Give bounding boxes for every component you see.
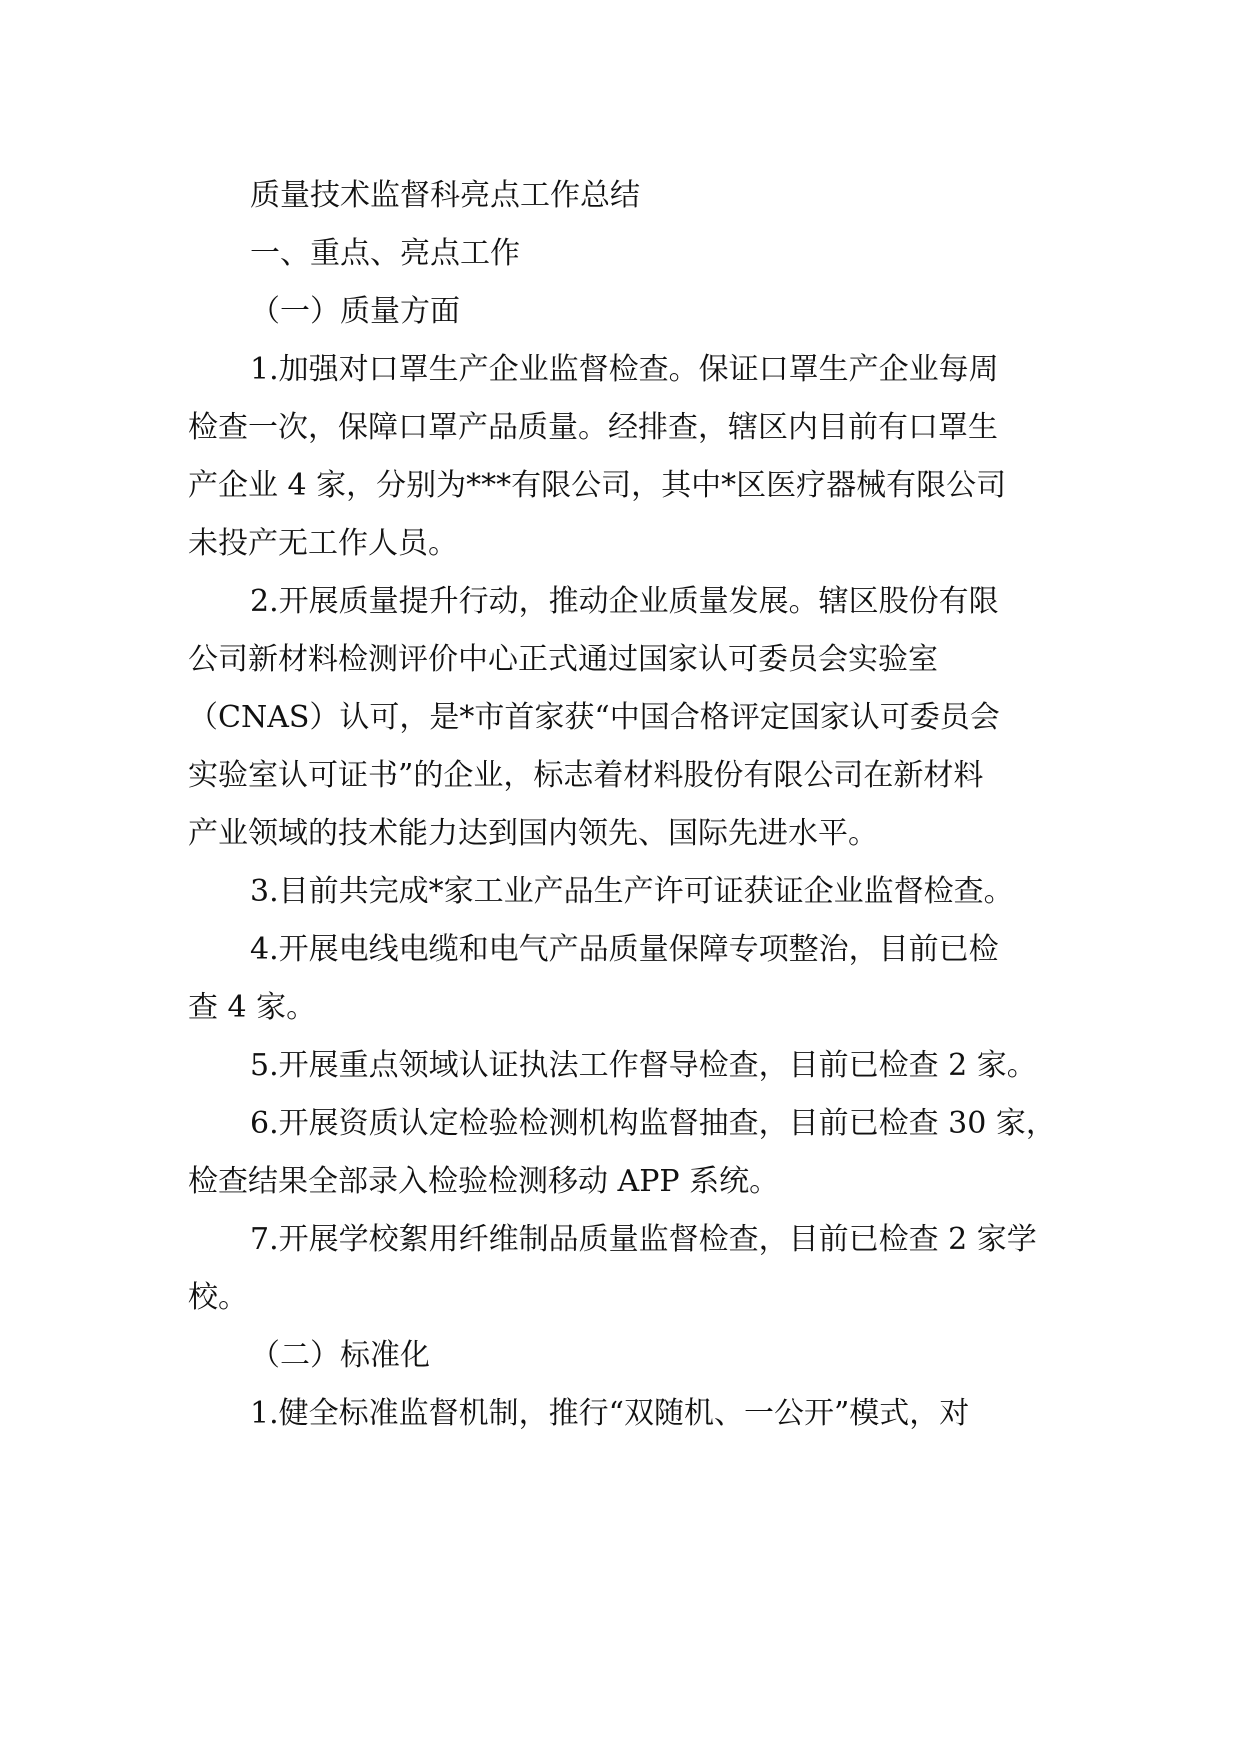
paragraph-line: 5.开展重点领域认证执法工作督导检查，目前已检查 2 家。 <box>250 1048 1037 1083</box>
paragraph-line: 公司新材料检测评价中心正式通过国家认可委员会实验室 <box>188 642 938 677</box>
paragraph-line: 2.开展质量提升行动，推动企业质量发展。辖区股份有限 <box>250 584 999 619</box>
paragraph-line: 查 4 家。 <box>188 990 317 1025</box>
paragraph-line: 6.开展资质认定检验检测机构监督抽查，目前已检查 30 家， <box>250 1106 1056 1141</box>
paragraph-line: 实验室认可证书”的企业，标志着材料股份有限公司在新材料 <box>188 758 984 793</box>
paragraph-line: 4.开展电线电缆和电气产品质量保障专项整治，目前已检 <box>250 932 999 967</box>
subsection-heading: （一）质量方面 <box>250 294 460 329</box>
paragraph-line: 1.健全标准监督机制，推行“双随机、一公开”模式，对 <box>250 1396 970 1431</box>
paragraph-line: 7.开展学校絮用纤维制品质量监督检查，目前已检查 2 家学 <box>250 1222 1037 1257</box>
paragraph-line: 检查结果全部录入检验检测移动 APP 系统。 <box>188 1164 780 1199</box>
subsection-heading: （二）标准化 <box>250 1338 430 1373</box>
section-heading: 一、重点、亮点工作 <box>250 236 520 271</box>
paragraph-line: 未投产无工作人员。 <box>188 526 458 561</box>
paragraph-line: 检查一次，保障口罩产品质量。经排查，辖区内目前有口罩生 <box>188 410 998 445</box>
paragraph-line: 产业领域的技术能力达到国内领先、国际先进水平。 <box>188 816 878 851</box>
paragraph-line: （CNAS）认可，是*市首家获“中国合格评定国家认可委员会 <box>188 700 1000 735</box>
paragraph-line: 1.加强对口罩生产企业监督检查。保证口罩生产企业每周 <box>250 352 999 387</box>
paragraph-line: 产企业 4 家，分别为***有限公司，其中*区医疗器械有限公司 <box>188 468 1007 503</box>
document-title: 质量技术监督科亮点工作总结 <box>250 178 640 213</box>
paragraph-line: 校。 <box>188 1280 248 1315</box>
paragraph-line: 3.目前共完成*家工业产品生产许可证获证企业监督检查。 <box>250 874 1014 909</box>
